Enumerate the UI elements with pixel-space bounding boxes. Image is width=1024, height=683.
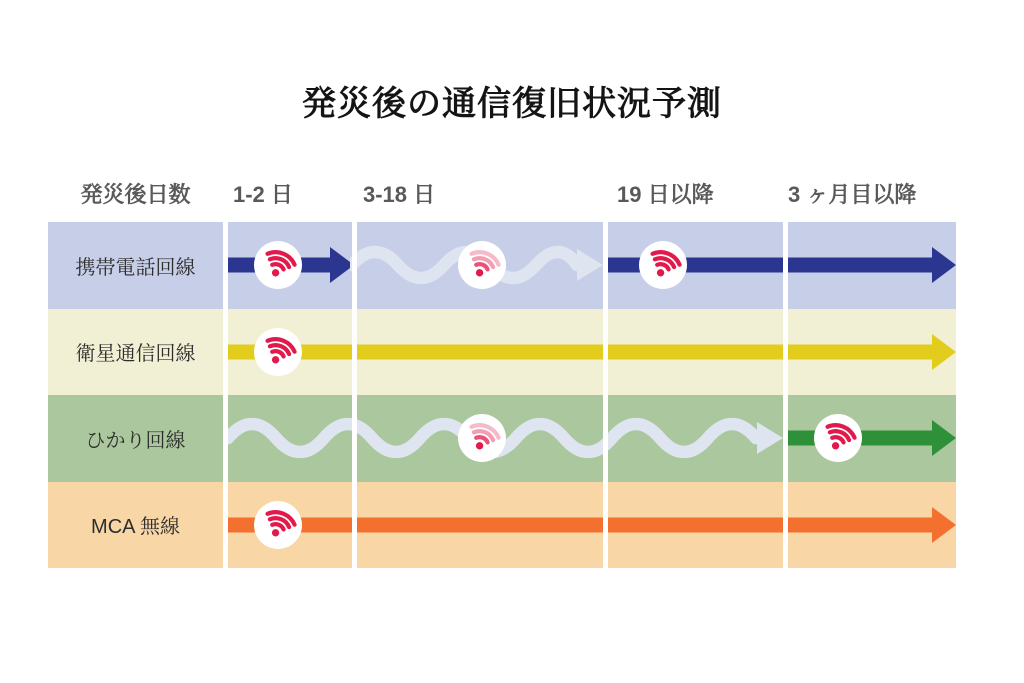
chart-title: 発災後の通信復旧状況予測: [302, 85, 722, 123]
column-header-period-4: 3 ヶ月目以降: [788, 182, 917, 207]
column-header-period-2: 3-18 日: [363, 182, 436, 207]
row-label-mobile-line: 携帯電話回線: [75, 256, 196, 279]
column-header-days-axis: 発災後日数: [80, 182, 191, 207]
row-satellite-line: [48, 309, 956, 396]
row-optical-line: [48, 395, 956, 482]
row-mobile-line: [48, 222, 956, 309]
column-header-period-3: 19 日以降: [617, 182, 714, 207]
column-header-period-1: 1-2 日: [233, 182, 293, 207]
timeline-grid: [48, 222, 956, 568]
row-mca-radio: [48, 482, 956, 569]
row-label-mca-radio: MCA 無線: [91, 516, 180, 539]
row-label-optical-line: ひかり回線: [85, 429, 186, 452]
row-label-satellite-line: 衛星通信回線: [75, 343, 196, 366]
